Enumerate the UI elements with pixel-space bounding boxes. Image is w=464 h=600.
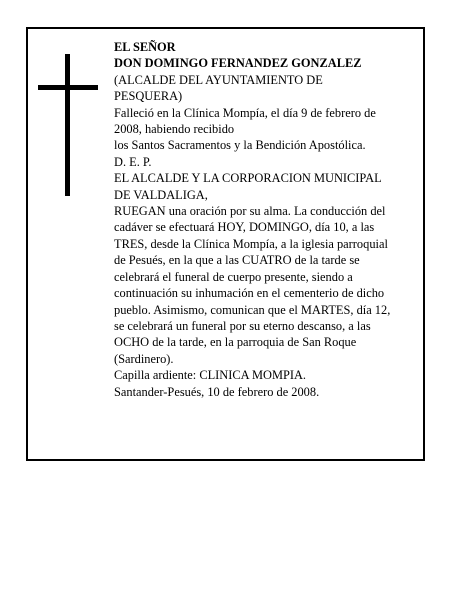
- notice-line: (ALCALDE DEL AYUNTAMIENTO DE: [114, 72, 323, 87]
- notice-line: D. E. P.: [114, 154, 152, 169]
- notice-line: TRES, desde la Clínica Mompía, a la iglesia parroquial: [114, 236, 388, 251]
- notice-line: cadáver se efectuará HOY, DOMINGO, día 10, a las: [114, 220, 375, 235]
- deceased-title: EL SEÑOR: [114, 40, 176, 54]
- notice-line: Falleció en la Clínica Mompía, el día 9 de febrero de: [114, 105, 376, 120]
- notice-line: pueblo. Asimismo, comunican que el MARTES, día 12,: [114, 302, 391, 317]
- cross-icon: [38, 54, 98, 196]
- notice-line: 2008, habiendo recibido: [114, 122, 235, 137]
- notice-line: DE VALDALIGA,: [114, 187, 208, 202]
- notice-line: OCHO de la tarde, en la parroquia de San Roque: [114, 335, 357, 350]
- notice-line: Capilla ardiente: CLINICA MOMPIA.: [114, 368, 307, 383]
- notice-line: continuación su inhumación en el cementerio de dicho: [114, 286, 385, 301]
- notice-line: celebrará el funeral de cuerpo presente, siendo a: [114, 269, 353, 284]
- notice-line: se celebrará un funeral por su eterno descanso, a las: [114, 318, 371, 333]
- notice-line: Santander-Pesués, 10 de febrero de 2008.: [114, 384, 320, 399]
- notice-line: los Santos Sacramentos y la Bendición Apostólica.: [114, 138, 366, 153]
- notice-line: PESQUERA): [114, 89, 183, 104]
- notice-line: EL ALCALDE Y LA CORPORACION MUNICIPAL: [114, 171, 382, 186]
- obituary-text: [114, 39, 420, 400]
- notice-line: RUEGAN una oración por su alma. La conducción del: [114, 204, 386, 219]
- notice-line: de Pesués, en la que a las CUATRO de la tarde se: [114, 253, 360, 268]
- notice-line: (Sardinero).: [114, 351, 174, 366]
- deceased-name: DON DOMINGO FERNANDEZ GONZALEZ: [114, 56, 362, 71]
